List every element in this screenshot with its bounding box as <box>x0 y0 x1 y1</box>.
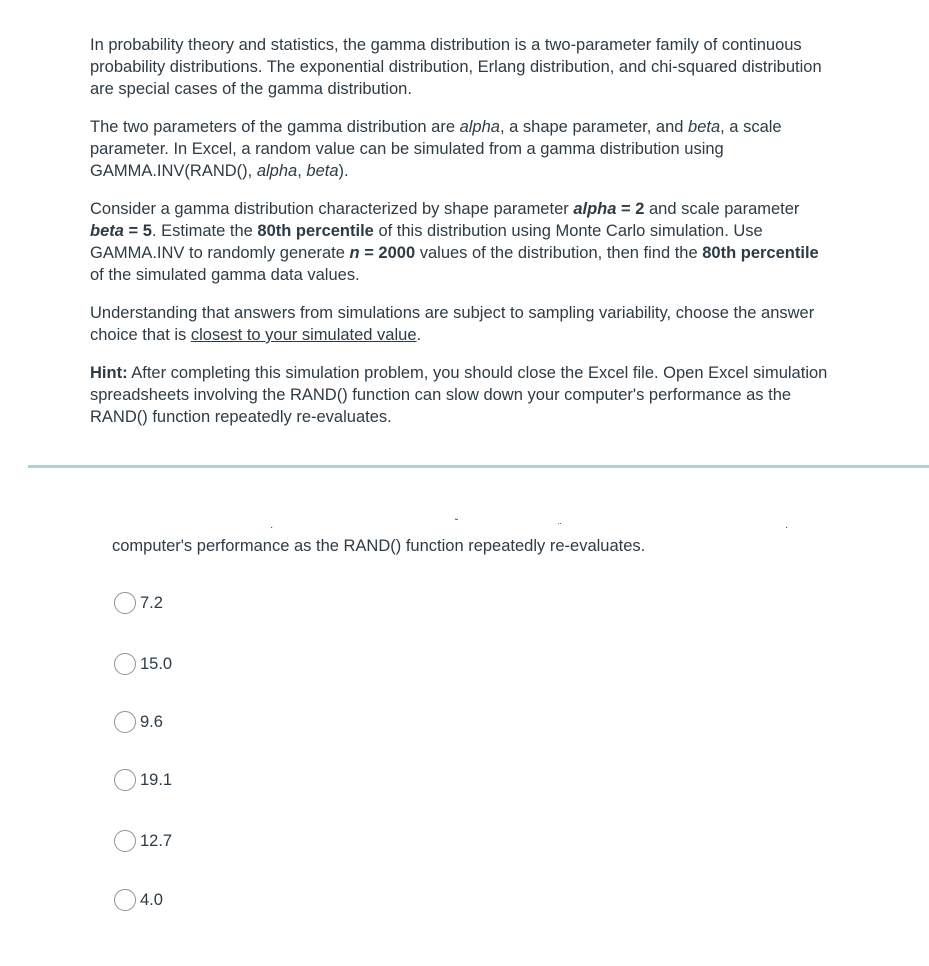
beta-term: beta <box>306 162 339 180</box>
beta-term: beta <box>90 222 124 240</box>
radio-button[interactable] <box>114 830 136 852</box>
question-paragraph-4 <box>90 302 830 346</box>
closest-value-underline: closest to your simulated value <box>190 326 417 344</box>
question-paragraph-1 <box>90 34 830 100</box>
answer-label: 4.0 <box>140 891 163 909</box>
hint-label: Hint: <box>90 364 128 382</box>
question-paragraph-2 <box>90 116 830 182</box>
beta-term: beta <box>688 118 721 136</box>
answer-option-2[interactable] <box>114 653 172 675</box>
answer-option-5[interactable] <box>114 830 172 852</box>
paragraph-text: ). <box>338 162 349 180</box>
clipped-glyph-mark: · <box>785 522 789 533</box>
radio-button[interactable] <box>114 592 136 614</box>
n-term: n <box>349 244 360 262</box>
answer-label: 19.1 <box>140 771 173 789</box>
percentile-term: 80th percentile <box>257 222 374 240</box>
paragraph-text: . Estimate the <box>151 222 258 240</box>
alpha-term: alpha <box>256 162 298 180</box>
clipped-glyph-mark: · <box>270 522 274 533</box>
answer-label: 9.6 <box>140 713 163 731</box>
answer-label: 7.2 <box>140 594 163 612</box>
answer-label: 15.0 <box>140 655 173 673</box>
question-paragraph-3 <box>90 198 830 286</box>
paragraph-text: of this distribution using Monte Carlo simulation. Use GAMMA.INV to randomly generate <box>90 222 763 262</box>
paragraph-text: values of the distribution, then find the <box>415 244 703 262</box>
clipped-glyph-mark: ¨ <box>558 522 562 533</box>
paragraph-text: , a shape parameter, and <box>499 118 689 136</box>
alpha-term: alpha <box>459 118 500 136</box>
radio-button[interactable] <box>114 889 136 911</box>
question-text <box>90 34 830 442</box>
paragraph-text: In probability theory and statistics, the gamma distribution is a two-parameter family of continuous probability distributions. The exponential distribution, Erlang distribution, and chi-squared distribution are special cases of the gamma distribution. <box>90 36 822 98</box>
section-divider <box>28 465 929 468</box>
answer-option-3[interactable] <box>114 711 163 733</box>
paragraph-text: The two parameters of the gamma distribution are <box>90 118 460 136</box>
clipped-glyph-mark: ˘ <box>455 518 459 529</box>
alpha-value: = 2 <box>616 200 645 218</box>
paragraph-text: Consider a gamma distribution characterized by shape parameter <box>90 200 574 218</box>
alpha-term: alpha <box>573 200 617 218</box>
radio-button[interactable] <box>114 711 136 733</box>
percentile-term: 80th percentile <box>702 244 819 262</box>
paragraph-text: , <box>297 162 307 180</box>
answer-option-4[interactable] <box>114 769 172 791</box>
answer-option-1[interactable] <box>114 592 163 614</box>
hint-text: After completing this simulation problem, you should close the Excel file. Open Excel simulation spreadsheets involving the RAND() function can slow down your computer's performance as the RAND() function repeatedly re-evaluates. <box>90 364 828 426</box>
repeated-question-line: computer's performance as the RAND() function repeatedly re-evaluates. <box>112 537 646 555</box>
paragraph-text: . <box>416 326 422 344</box>
paragraph-text: of the simulated gamma data values. <box>90 266 360 284</box>
answer-label: 12.7 <box>140 832 173 850</box>
paragraph-text: , a scale parameter. In Excel, a random value can be simulated from a gamma distribution using GAMMA.INV(RAND(), <box>90 118 782 180</box>
question-paragraph-hint <box>90 362 830 428</box>
beta-value: = 5 <box>123 222 152 240</box>
paragraph-text: Understanding that answers from simulations are subject to sampling variability, choose the answer choice that is <box>90 304 815 344</box>
radio-button[interactable] <box>114 653 136 675</box>
radio-button[interactable] <box>114 769 136 791</box>
paragraph-text: and scale parameter <box>644 200 800 218</box>
n-value: = 2000 <box>359 244 416 262</box>
answer-option-6[interactable] <box>114 889 163 911</box>
